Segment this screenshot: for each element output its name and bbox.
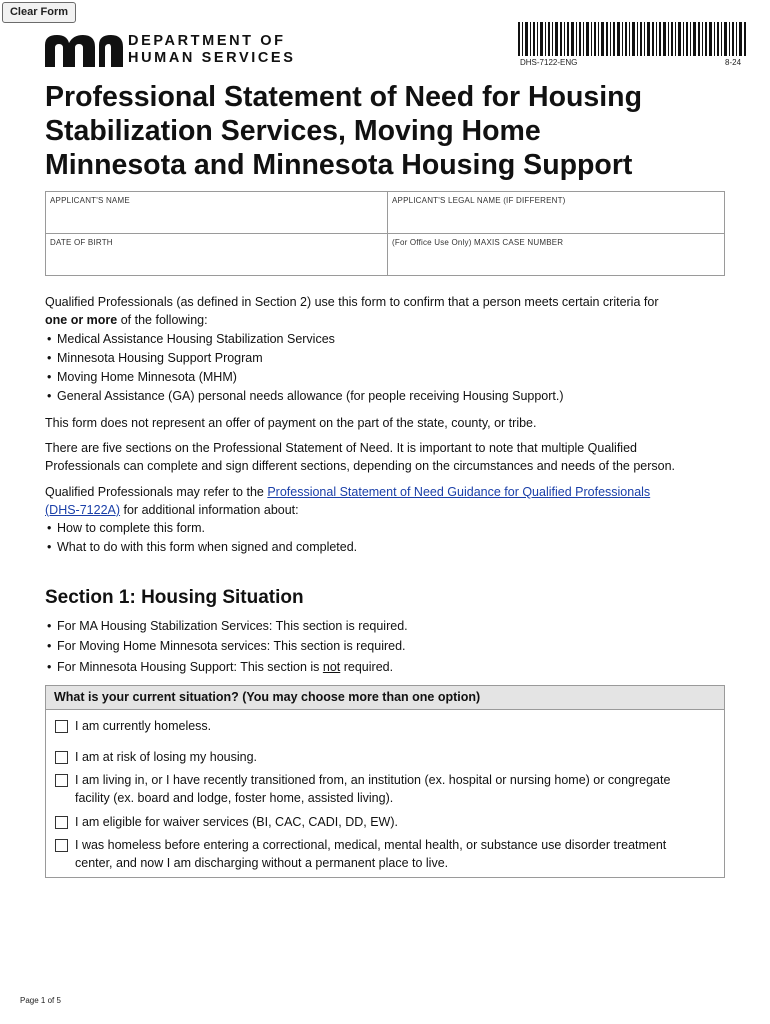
date-of-birth-label: DATE OF BIRTH: [50, 238, 113, 247]
housing-situation-question: [45, 685, 725, 878]
applicant-name-field[interactable]: [46, 192, 388, 234]
form-id: DHS-7122-ENG: [520, 58, 578, 67]
guidance-form-link[interactable]: (DHS-7122A): [45, 503, 121, 517]
applicant-name-label: APPLICANT'S NAME: [50, 196, 130, 205]
applicant-info-table: [45, 191, 725, 276]
question-header: [46, 686, 724, 710]
guidance-link[interactable]: Professional Statement of Need Guidance for Qualified Professionals: [267, 485, 651, 499]
maxis-case-number-field[interactable]: [388, 234, 724, 275]
list-item: • Moving Home Minnesota (MHM): [47, 370, 237, 384]
list-item: • For Moving Home Minnesota services: This section is required.: [47, 639, 406, 653]
maxis-case-number-label: (For Office Use Only) MAXIS CASE NUMBER: [392, 238, 564, 247]
department-name: DEPARTMENT OF HUMAN SERVICES: [128, 33, 296, 66]
sections-paragraph: There are five sections on the Professional Statement of Need. It is important to note that multiple Qualified Professionals can complete and sign different sections, depending on the circumstances and needs of the person.: [45, 441, 676, 473]
question-text: What is your current situation? (You may choose more than one option): [54, 690, 481, 704]
institution-checkbox[interactable]: [55, 774, 68, 787]
list-item: • For Minnesota Housing Support: This section is not required.: [47, 660, 394, 674]
list-item: • What to do with this form when signed and completed.: [47, 540, 358, 554]
guidance-paragraph: Qualified Professionals may refer to the Professional Statement of Need Guidance for Qualified Professionals (DHS-7122A) for additional information about:: [45, 485, 651, 517]
option-label: I am currently homeless.: [75, 719, 212, 733]
discharging-checkbox[interactable]: [55, 839, 68, 852]
option-label: I am living in, or I have recently transitioned from, an institution (ex. hospital or nursing home) or congregate facility (ex. board and lodge, foster home, assisted living).: [75, 773, 671, 805]
disclaimer-paragraph: This form does not represent an offer of payment on the part of the state, county, or tribe.: [45, 416, 537, 430]
list-item: • Minnesota Housing Support Program: [47, 351, 263, 365]
page-title: Professional Statement of Need for Housing Stabilization Services, Moving Home Minnesota and Minnesota Housing Support: [45, 81, 642, 181]
barcode-icon: [518, 22, 746, 56]
list-item: • Medical Assistance Housing Stabilization Services: [47, 332, 335, 346]
list-item: • General Assistance (GA) personal needs allowance (for people receiving Housing Support.): [47, 389, 564, 403]
page-number: Page 1 of 5: [20, 996, 61, 1005]
at-risk-checkbox[interactable]: [55, 751, 68, 764]
list-item: • For MA Housing Stabilization Services: This section is required.: [47, 619, 408, 633]
option-label: I am eligible for waiver services (BI, CAC, CADI, DD, EW).: [75, 815, 398, 829]
homeless-checkbox[interactable]: [55, 720, 68, 733]
legal-name-field[interactable]: [388, 192, 724, 234]
form-date: 8-24: [725, 58, 742, 67]
intro-paragraph: Qualified Professionals (as defined in Section 2) use this form to confirm that a person meets certain criteria for one or more of the following:: [45, 295, 659, 327]
clear-form-button[interactable]: Clear Form: [2, 2, 76, 23]
legal-name-label: APPLICANT'S LEGAL NAME (IF DIFFERENT): [392, 196, 566, 205]
option-label: I was homeless before entering a correctional, medical, mental health, or substance use disorder treatment center, and now I am discharging without a permanent place to live.: [75, 838, 667, 870]
section-1-heading: Section 1: Housing Situation: [45, 587, 304, 608]
list-item: • How to complete this form.: [47, 521, 205, 535]
date-of-birth-field[interactable]: [46, 234, 388, 275]
option-label: I am at risk of losing my housing.: [75, 750, 258, 764]
waiver-checkbox[interactable]: [55, 816, 68, 829]
